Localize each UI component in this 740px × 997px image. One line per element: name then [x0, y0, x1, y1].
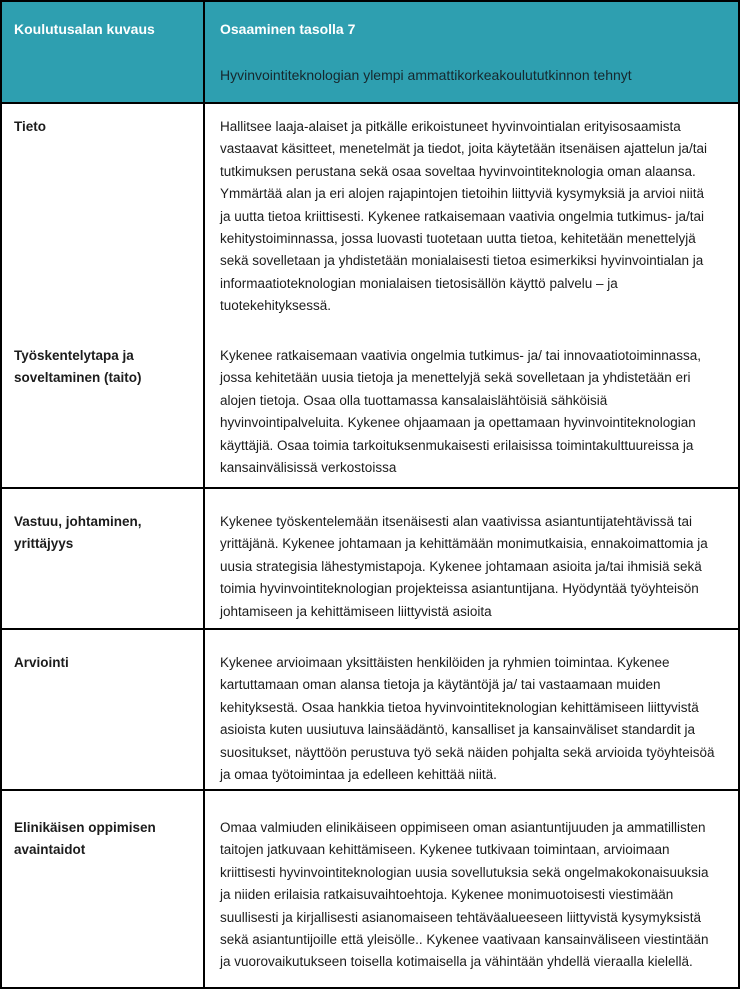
table-row-tieto — [2, 102, 738, 335]
header-row — [2, 2, 738, 102]
row-text-cell — [205, 630, 738, 789]
header-col2-subtitle: Hyvinvointiteknologian ylempi ammattikorkeakoulututkinnon tehnyt — [220, 67, 632, 84]
row-text: Omaa valmiuden elinikäiseen oppimiseen oman asiantuntijuuden ja ammatillisten taitojen jatkuvaan kehittämiseen. Kykenee tutkivaan toimintaan, arvioimaan kriittisesti hyvinvointiteknologian uusia sovellutuksia sekä ongelmakokonaisuuksia ja niiden erilaisia ratkaisuvaihtoehtoja. Kykenee monimuotoisesti viestimään suullisesti ja kirjallisesti asianomaiseen tehtäväalueeseen liittyvistä kysymyksistä sekä asiantuntijoille että yleisölle.. Kykenee vaativaan kansainväliseen viestintään ja vuorovaikutukseen toisella kotimaisella ja vähintään yhdellä vieraalla kielellä. — [220, 820, 709, 970]
row-label: Tieto — [14, 119, 47, 134]
row-label: Vastuu, johtaminen, yrittäjyys — [14, 514, 142, 552]
row-text: Kykenee ratkaisemaan vaativia ongelmia tutkimus- ja/ tai innovaatiotoiminnassa, jossa kehitetään uusia tietoja ja menettelyjä sekä sovelletaan ja yhdistetään eri alojen tietoja. Osaa olla tuottamassa kansalaislähtöisiä sähköisiä hyvinvointipalveluita. Kykenee ohjaamaan ja opettamaan hyvinvointiteknologian käyttäjiä. Osaa toimia tarkoituksenmukaisesti erilaisissa toimintakulttuureissa ja kansainvälisissä verkostoissa — [220, 348, 701, 476]
table-row-vastuu — [2, 487, 738, 628]
row-label: Elinikäisen oppimisen avaintaidot — [14, 820, 156, 858]
header-col-competence — [205, 2, 738, 102]
row-label-cell — [2, 104, 205, 335]
row-text: Kykenee arvioimaan yksittäisten henkilöiden ja ryhmien toimintaa. Kykenee kartuttamaan oman alansa tietoja ja käytäntöjä ja/ tai vastaamaan muiden kehityksestä. Osaa hankkia tietoa hyvinvointiteknologian kehittämiseen liittyvistä asioista kuten uusiutuva lainsäädäntö, kansalliset ja kansainväliset standardit ja suositukset, näyttöön perustuva työ sekä näiden pohjalta sekä arvioida työyhteisöä ja omaa työtoimintaa ja edelleen kehittää niitä. — [220, 655, 715, 783]
header-col2-title: Osaaminen tasolla 7 — [220, 21, 356, 37]
row-text-cell — [205, 791, 738, 987]
row-text: Hallitsee laaja-alaiset ja pitkälle erikoistuneet hyvinvointialan erityisosaamista vastaavat käsitteet, menetelmät ja tiedot, joita käytetään itsenäisen ajattelun ja/tai tutkimuksen perustana sekä osaa soveltaa hyvinvointiteknologia oman alaansa. Ymmärtää alan ja eri alojen rajapintojen tietoihin liittyviä kysymyksiä ja arvioi niitä ja uutta tietoa kriittisesti. Kykenee ratkaisemaan vaativia ongelmia tutkimus- ja/tai kehitystoiminnassa, jossa luovasti tuotetaan uutta tietoa, kehitetään menettelyjä sekä sovelletaan ja yhdistetään monialaisesti tietoa esimerkiksi hyvinvointialan ja informaatioteknologian monialaisen tietosisällön käyttö palvelu – ja tuotekehityksessä. — [220, 119, 708, 314]
table-row-elinikainen — [2, 789, 738, 987]
row-text: Kykenee työskentelemään itsenäisesti alan vaativissa asiantuntijatehtävissä tai yrittäjänä. Kykenee johtamaan ja kehittämään monimutkaisia, ennakoimattomia ja uusia strategisia lähestymistapoja. Kykenee johtamaan asioita ja/tai ihmisiä sekä toimia hyvinvointiteknologian projekteissa asiantuntijana. Hyödyntää työyhteisön johtamiseen ja kehittämiseen liittyvistä asioita — [220, 514, 708, 619]
row-text-cell — [205, 335, 738, 487]
row-label-cell — [2, 489, 205, 628]
table-row-arviointi — [2, 628, 738, 789]
row-text-cell — [205, 104, 738, 335]
row-label-cell — [2, 630, 205, 789]
table-row-tyoskentelytapa — [2, 335, 738, 487]
header-col1-title: Koulutusalan kuvaus — [14, 21, 155, 37]
row-text-cell — [205, 489, 738, 628]
row-label: Työskentelytapa ja soveltaminen (taito) — [14, 348, 142, 386]
row-label: Arviointi — [14, 655, 69, 670]
header-col-description — [2, 2, 205, 102]
row-label-cell — [2, 791, 205, 987]
row-label-cell — [2, 335, 205, 487]
